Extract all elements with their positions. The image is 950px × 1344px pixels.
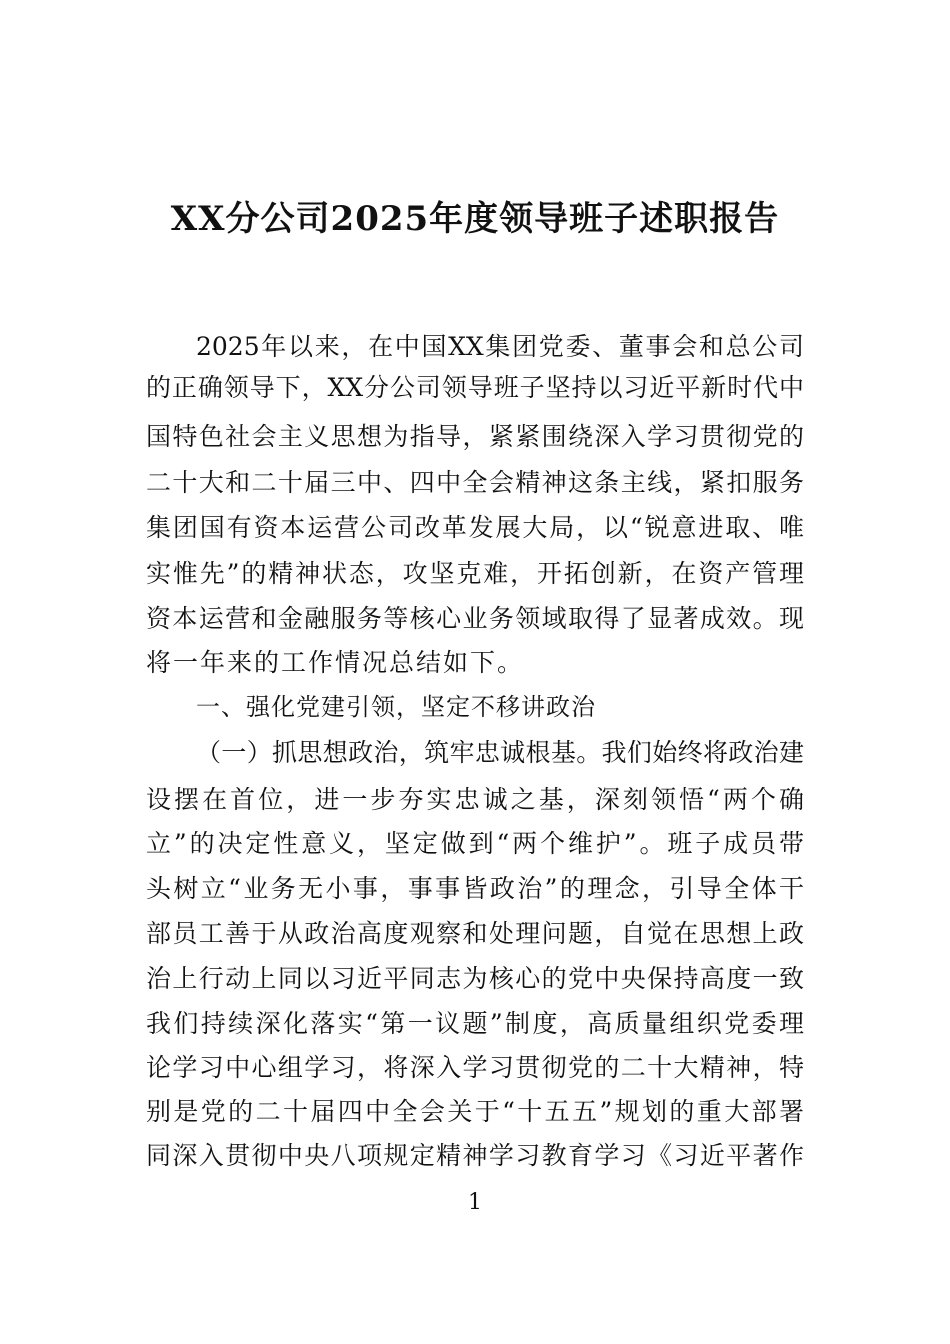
paragraph-line: 资本运营和金融服务等核心业务领域取得了显著成效。现 — [146, 604, 804, 633]
paragraph-line: 论学习中心组学习，将深入学习贯彻党的二十大精神，特 — [146, 1053, 804, 1082]
page-number: 1 — [468, 1190, 482, 1215]
paragraph-line: 治上行动上同以习近平同志为核心的党中央保持高度一致 — [146, 964, 804, 993]
paragraph-line: 立”的决定性意义，坚定做到“两个维护”。班子成员带 — [146, 829, 804, 858]
paragraph-line: 国特色社会主义思想为指导，紧紧围绕深入学习贯彻党的 — [146, 422, 804, 451]
paragraph-line: 将一年来的工作情况总结如下。 — [146, 648, 525, 677]
paragraph-line: 集团国有资本运营公司改革发展大局，以“锐意进取、唯 — [146, 513, 804, 542]
paragraph-line: 我们持续深化落实“第一议题”制度，高质量组织党委理 — [146, 1009, 804, 1038]
paragraph-line: 头树立“业务无小事，事事皆政治”的理念，引导全体干 — [146, 874, 804, 903]
paragraph-line: 别是党的二十届四中全会关于“十五五”规划的重大部署 — [146, 1097, 804, 1126]
paragraph-line: （一）抓思想政治，筑牢忠诚根基。我们始终将政治建 — [196, 738, 804, 767]
paragraph-line: 设摆在首位，进一步夯实忠诚之基，深刻领悟“两个确 — [146, 785, 804, 814]
document-title: XX分公司2025年度领导班子述职报告 — [170, 199, 780, 239]
section-heading: 一、强化党建引领，坚定不移讲政治 — [196, 693, 596, 721]
paragraph-line: 部员工善于从政治高度观察和处理问题，自觉在思想上政 — [146, 919, 804, 948]
paragraph-line: 的正确领导下，XX分公司领导班子坚持以习近平新时代中 — [146, 373, 804, 402]
paragraph-line: 同深入贯彻中央八项规定精神学习教育学习《习近平著作 — [146, 1141, 804, 1170]
paragraph-line: 实惟先”的精神状态，攻坚克难，开拓创新，在资产管理 — [146, 559, 804, 588]
paragraph-line: 2025年以来，在中国XX集团党委、董事会和总公司 — [196, 332, 804, 361]
paragraph-line: 二十大和二十届三中、四中全会精神这条主线，紧扣服务 — [146, 468, 804, 497]
